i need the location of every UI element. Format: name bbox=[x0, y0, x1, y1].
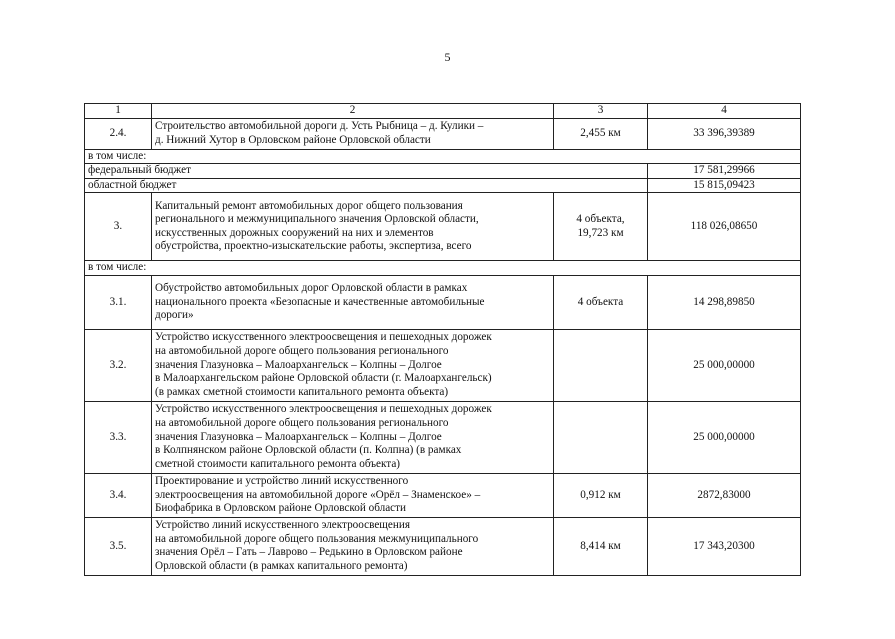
header-col-2: 2 bbox=[152, 104, 554, 119]
row-name: Капитальный ремонт автомобильных дорог общего пользования регионального и межмуниципального значения Орловской области, искусственных дорожных сооружений на них и элементов обустройства, проектно-изыскательские работы, экспертиза, всего bbox=[152, 193, 554, 261]
table-row-including bbox=[85, 149, 801, 164]
table-row-3-4 bbox=[85, 473, 801, 517]
row-name: Обустройство автомобильных дорог Орловской области в рамках национального проекта «Безопасные и качественные автомобильные дороги» bbox=[152, 275, 554, 329]
table-row-regional bbox=[85, 178, 801, 193]
row-number: 2.4. bbox=[85, 118, 152, 149]
row-quantity bbox=[554, 401, 648, 473]
table-row-3-1 bbox=[85, 275, 801, 329]
row-number: 3.1. bbox=[85, 275, 152, 329]
including-label: в том числе: bbox=[85, 261, 801, 276]
row-name: Устройство линий искусственного электроосвещения на автомобильной дороге общего пользования межмуниципального значения Орёл – Гать – Лаврово – Редькино в Орловском районе Орловской области (в рамках капитального ремонта) bbox=[152, 517, 554, 575]
table-row-2-4 bbox=[85, 118, 801, 149]
table-row-3-5 bbox=[85, 517, 801, 575]
row-sum: 118 026,08650 bbox=[648, 193, 801, 261]
federal-budget-label: федеральный бюджет bbox=[85, 164, 648, 179]
row-sum: 14 298,89850 bbox=[648, 275, 801, 329]
row-quantity: 2,455 км bbox=[554, 118, 648, 149]
row-quantity: 0,912 км bbox=[554, 473, 648, 517]
regional-budget-sum: 15 815,09423 bbox=[648, 178, 801, 193]
header-col-1: 1 bbox=[85, 104, 152, 119]
row-name: Устройство искусственного электроосвещения и пешеходных дорожек на автомобильной дороге общего пользования регионального значения Глазуновка – Малоархангельск – Колпны – Долгое в Малоархангельском районе Орловской области (г. Малоархангельск) (в рамках сметной стоимости капитального ремонта объекта) bbox=[152, 329, 554, 401]
row-number: 3.4. bbox=[85, 473, 152, 517]
row-sum: 25 000,00000 bbox=[648, 329, 801, 401]
row-sum: 2872,83000 bbox=[648, 473, 801, 517]
header-col-4: 4 bbox=[648, 104, 801, 119]
federal-budget-sum: 17 581,29966 bbox=[648, 164, 801, 179]
table-row-3-2 bbox=[85, 329, 801, 401]
table-row-including bbox=[85, 261, 801, 276]
regional-budget-label: областной бюджет bbox=[85, 178, 648, 193]
row-sum: 33 396,39389 bbox=[648, 118, 801, 149]
row-number: 3.2. bbox=[85, 329, 152, 401]
budget-table bbox=[84, 103, 801, 576]
including-label: в том числе: bbox=[85, 149, 801, 164]
table-row-3-3 bbox=[85, 401, 801, 473]
row-quantity bbox=[554, 329, 648, 401]
row-number: 3.3. bbox=[85, 401, 152, 473]
row-sum: 17 343,20300 bbox=[648, 517, 801, 575]
header-col-3: 3 bbox=[554, 104, 648, 119]
row-number: 3.5. bbox=[85, 517, 152, 575]
row-name: Строительство автомобильной дороги д. Усть Рыбница – д. Кулики – д. Нижний Хутор в Орловском районе Орловской области bbox=[152, 118, 554, 149]
row-name: Устройство искусственного электроосвещения и пешеходных дорожек на автомобильной дороге общего пользования регионального значения Глазуновка – Малоархангельск – Колпны – Долгое в Колпнянском районе Орловской области (п. Колпна) (в рамках сметной стоимости капитального ремонта объекта) bbox=[152, 401, 554, 473]
page-number: 5 bbox=[444, 50, 451, 64]
table-row-3 bbox=[85, 193, 801, 261]
row-sum: 25 000,00000 bbox=[648, 401, 801, 473]
table-row-federal bbox=[85, 164, 801, 179]
table-header-row bbox=[85, 104, 801, 119]
row-quantity: 4 объекта bbox=[554, 275, 648, 329]
row-quantity: 4 объекта, 19,723 км bbox=[554, 193, 648, 261]
row-quantity: 8,414 км bbox=[554, 517, 648, 575]
row-name: Проектирование и устройство линий искусственного электроосвещения на автомобильной дороге «Орёл – Знаменское» – Биофабрика в Орловском районе Орловской области bbox=[152, 473, 554, 517]
row-number: 3. bbox=[85, 193, 152, 261]
